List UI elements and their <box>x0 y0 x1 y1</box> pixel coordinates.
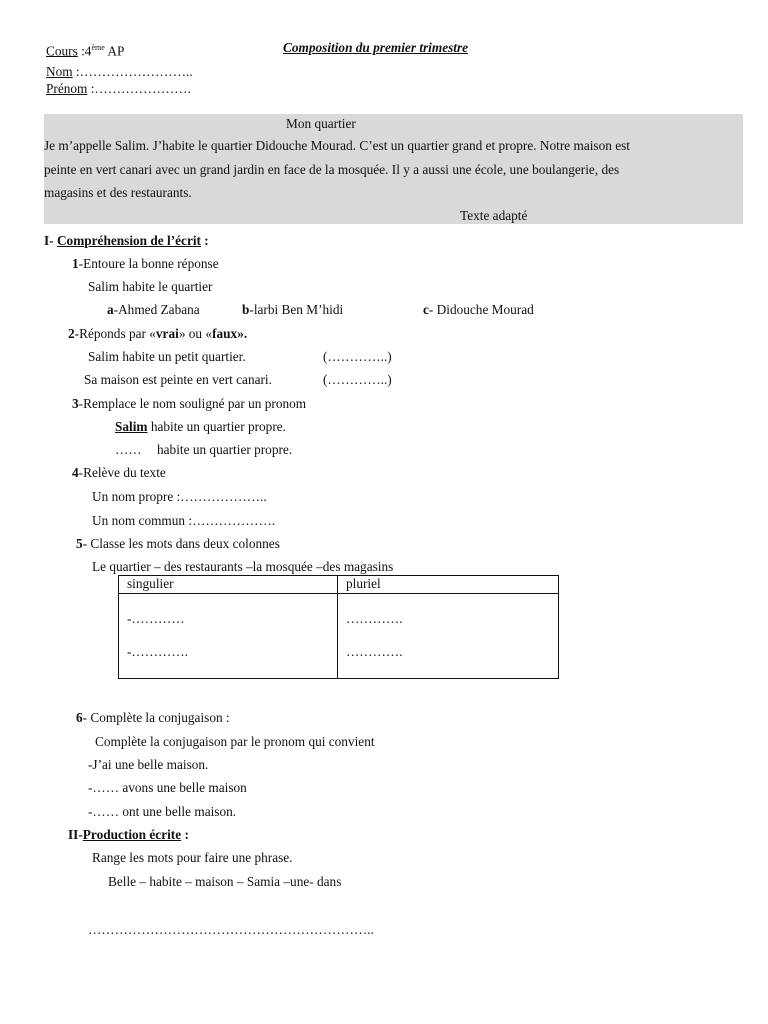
q4-text: -Relève du texte <box>78 465 166 480</box>
section-2-prefix: II- <box>68 827 83 842</box>
section-2-suffix: : <box>181 827 189 842</box>
q3-sentence <box>115 419 286 435</box>
q1-stem: Salim habite le quartier <box>88 279 213 294</box>
q1-option-b-letter: b <box>242 302 250 317</box>
q1-option-a <box>107 302 200 318</box>
reading-line-3: magasins et des restaurants. <box>44 185 192 200</box>
q4-item-2: Un nom commun :………………. <box>92 513 276 528</box>
section-1-prefix: I- <box>44 233 57 248</box>
section-2-answer-line[interactable]: ……………………………………………………….. <box>88 922 374 937</box>
section-2-instruction: Range les mots pour faire une phrase. <box>92 850 293 865</box>
q1-option-a-letter: a <box>107 302 114 317</box>
q6-sub-instruction: Complète la conjugaison par le pronom qui convient <box>95 734 375 749</box>
classification-table <box>118 575 559 679</box>
reading-source: Texte adapté <box>460 208 528 223</box>
section-1-suffix: : <box>200 233 209 248</box>
section-2-words: Belle – habite – maison – Samia –une- dans <box>108 874 342 889</box>
q2-vrai: vrai <box>155 326 179 341</box>
course-label: Cours <box>46 43 78 59</box>
table-header-row <box>119 576 559 594</box>
course-level: AP <box>104 43 125 59</box>
q4-item-1: Un nom propre :……………….. <box>92 489 267 504</box>
q2-text-post: ». <box>237 326 248 341</box>
q2-item-1: Salim habite un petit quartier. <box>88 349 246 364</box>
q2-faux: faux <box>212 326 238 341</box>
course-line <box>46 40 124 59</box>
q3-text: -Remplace le nom souligné par un pronom <box>78 396 307 411</box>
singulier-blank-2: -…………. <box>127 644 188 659</box>
q5-text: - Classe les mots dans deux colonnes <box>82 536 280 551</box>
nom-label: Nom <box>46 64 73 79</box>
q2-instruction <box>68 326 247 342</box>
nom-line <box>46 64 193 80</box>
q3-underlined-word: Salim <box>115 419 148 434</box>
pluriel-cell[interactable] <box>338 594 559 679</box>
pluriel-blank-2: …………. <box>346 644 403 659</box>
q3-answer-sentence: habite un quartier propre. <box>157 442 293 457</box>
q4-instruction <box>72 465 166 481</box>
q1-instruction <box>72 256 219 272</box>
pluriel-blank-1: …………. <box>346 611 403 626</box>
q6-number: 6 <box>76 710 83 725</box>
q2-item-2: Sa maison est peinte en vert canari. <box>84 372 272 387</box>
q2-number: 2 <box>68 326 75 341</box>
q5-number: 5 <box>76 536 83 551</box>
q1-number: 1 <box>72 256 79 271</box>
course-sep: :4 <box>77 43 92 59</box>
q6-instruction <box>76 710 230 726</box>
q1-option-c-text: - Didouche Mourad <box>428 302 534 317</box>
q2-text-pre: -Réponds par « <box>74 326 156 341</box>
q5-words: Le quartier – des restaurants –la mosquée –des magasins <box>92 559 394 574</box>
q1-text: -Entoure la bonne réponse <box>78 256 219 271</box>
q6-item-1: -J’ai une belle maison. <box>88 757 209 772</box>
q1-option-a-text: -Ahmed Zabana <box>113 302 200 317</box>
q3-blank: …… <box>115 442 142 457</box>
q2-text-mid: » ou « <box>178 326 213 341</box>
singulier-cell[interactable] <box>119 594 338 679</box>
q3-instruction <box>72 396 306 412</box>
q2-item-1-blank: (…………..) <box>323 349 392 364</box>
reading-line-1: Je m’appelle Salim. J’habite le quartier Didouche Mourad. C’est un quartier grand et propre. Notre maison est <box>44 138 630 153</box>
q6-item-2: -…… avons une belle maison <box>88 780 247 795</box>
col-pluriel-header: pluriel <box>338 576 559 594</box>
q1-option-c-letter: c <box>423 302 429 317</box>
section-1-title: Compréhension de l’écrit <box>56 233 201 248</box>
prenom-label: Prénom <box>46 81 88 96</box>
prenom-line <box>46 81 191 97</box>
nom-blank: :…………………….. <box>72 64 193 79</box>
q4-number: 4 <box>72 465 79 480</box>
q6-text: - Complète la conjugaison : <box>82 710 230 725</box>
q3-sentence-rest: habite un quartier propre. <box>147 419 286 434</box>
table-row <box>119 594 559 679</box>
reading-line-2: peinte en vert canari avec un grand jardin en face de la mosquée. Il y a aussi une école, une boulangerie, des <box>44 162 620 177</box>
reading-title: Mon quartier <box>286 116 356 131</box>
q3-number: 3 <box>72 396 79 411</box>
prenom-blank: :…………………. <box>87 81 191 96</box>
col-singulier-header: singulier <box>119 576 338 594</box>
q2-item-2-blank: (…………..) <box>323 372 392 387</box>
q5-instruction <box>76 536 280 552</box>
section-1-heading <box>44 233 209 249</box>
q6-item-3: -…… ont une belle maison. <box>88 804 237 819</box>
course-sup: ème <box>91 43 105 52</box>
section-2-heading <box>68 827 189 843</box>
q1-option-b <box>242 302 343 318</box>
q1-option-b-text: -larbi Ben M’hidi <box>249 302 344 317</box>
singulier-blank-1: -………… <box>127 611 185 626</box>
exam-title: Composition du premier trimestre <box>283 40 469 55</box>
q1-option-c <box>423 302 534 318</box>
section-2-title: Production écrite <box>82 827 182 842</box>
